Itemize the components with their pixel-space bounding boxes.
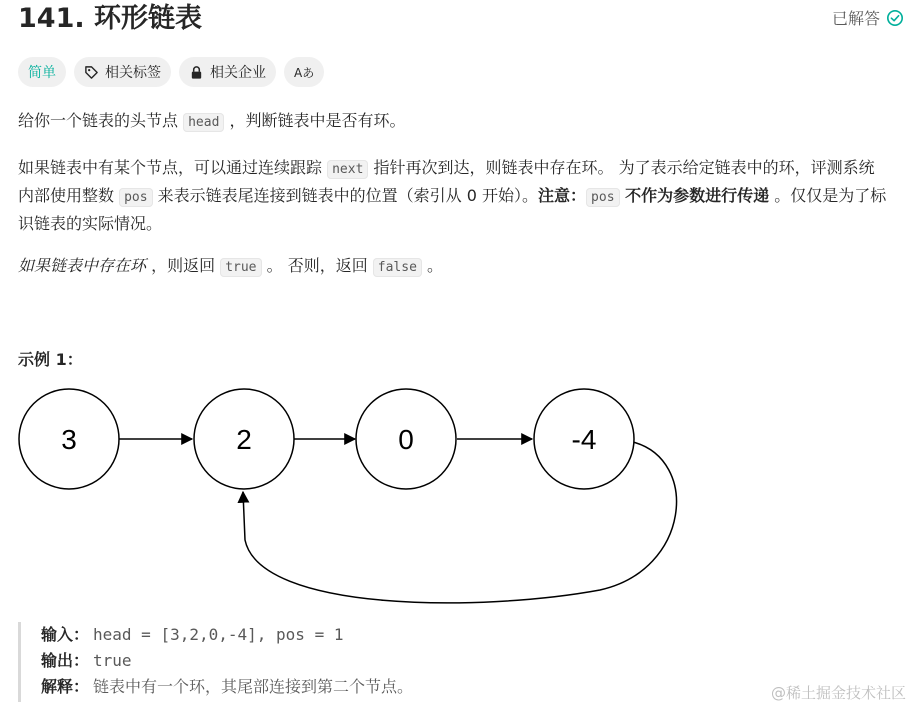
explain-value: 链表中有一个环，其尾部连接到第二个节点。 bbox=[93, 677, 414, 696]
desc-text: 如果链表中有某个节点，可以通过连续跟踪 bbox=[18, 158, 328, 177]
related-tags-button[interactable] bbox=[74, 57, 171, 87]
translate-icon: Aあ bbox=[294, 65, 315, 80]
explain-label: 解释： bbox=[41, 677, 90, 696]
desc-text: 。仅仅是为了标识链表的实际情况。 bbox=[18, 186, 887, 233]
tag-bar bbox=[18, 57, 324, 87]
note-label: 注意： bbox=[538, 186, 587, 205]
desc-text: 。 否则，返回 bbox=[261, 256, 373, 275]
node-value: -4 bbox=[571, 424, 597, 455]
inline-code-head: head bbox=[183, 113, 224, 132]
description-paragraph-3 bbox=[18, 253, 888, 281]
difficulty-tag[interactable] bbox=[18, 57, 66, 87]
check-circle-icon bbox=[886, 9, 904, 27]
node-value: 3 bbox=[61, 424, 77, 455]
note-text: 不作为参数进行传递 bbox=[619, 186, 770, 205]
output-label: 输出： bbox=[41, 651, 90, 670]
example-explain-row bbox=[41, 674, 618, 700]
inline-code-pos-note: pos bbox=[586, 188, 619, 207]
tag-icon bbox=[84, 65, 99, 80]
lock-icon bbox=[189, 65, 204, 80]
input-value: head = [3,2,0,-4], pos = 1 bbox=[93, 625, 344, 644]
node-value: 0 bbox=[398, 424, 414, 455]
example-io-block bbox=[18, 622, 618, 702]
desc-text: ，则返回 bbox=[146, 256, 221, 275]
italic-text: 如果链表中存在环 bbox=[18, 256, 147, 275]
desc-text: 。 bbox=[421, 256, 444, 275]
node-value: 2 bbox=[236, 424, 252, 455]
desc-text: 指针再次到达，则链表中存在环。 为了表示给定链表中的环，评测系统内部使用整数 bbox=[18, 158, 875, 205]
example-output-row bbox=[41, 648, 618, 674]
description-paragraph-1 bbox=[18, 108, 888, 136]
solved-label: 已解答 bbox=[831, 9, 880, 28]
desc-text: 来表示链表尾连接到链表中的位置（索引从 0 开始）。 bbox=[152, 186, 539, 205]
inline-code-pos: pos bbox=[119, 188, 152, 207]
related-tags-label: 相关标签 bbox=[105, 65, 161, 81]
desc-text: ，判断链表中是否有环。 bbox=[224, 111, 406, 130]
output-value: true bbox=[93, 651, 132, 670]
example-input-row bbox=[41, 622, 618, 648]
related-companies-button[interactable] bbox=[179, 57, 276, 87]
input-label: 输入： bbox=[41, 625, 90, 644]
inline-code-next: next bbox=[327, 160, 368, 179]
inline-code-false: false bbox=[373, 258, 422, 277]
example-title: 示例 1： bbox=[18, 350, 83, 369]
difficulty-label: 简单 bbox=[28, 65, 56, 81]
desc-text: 给你一个链表的头节点 bbox=[18, 111, 184, 130]
watermark: @稀土掘金技术社区 bbox=[770, 684, 906, 702]
solved-status bbox=[832, 6, 904, 29]
description-paragraph-2 bbox=[18, 155, 888, 237]
related-companies-label: 相关企业 bbox=[210, 65, 266, 81]
translate-toggle-button[interactable] bbox=[284, 57, 324, 87]
linked-list-diagram bbox=[0, 380, 700, 605]
inline-code-true: true bbox=[220, 258, 261, 277]
problem-title: 141. 环形链表 bbox=[18, 3, 203, 34]
